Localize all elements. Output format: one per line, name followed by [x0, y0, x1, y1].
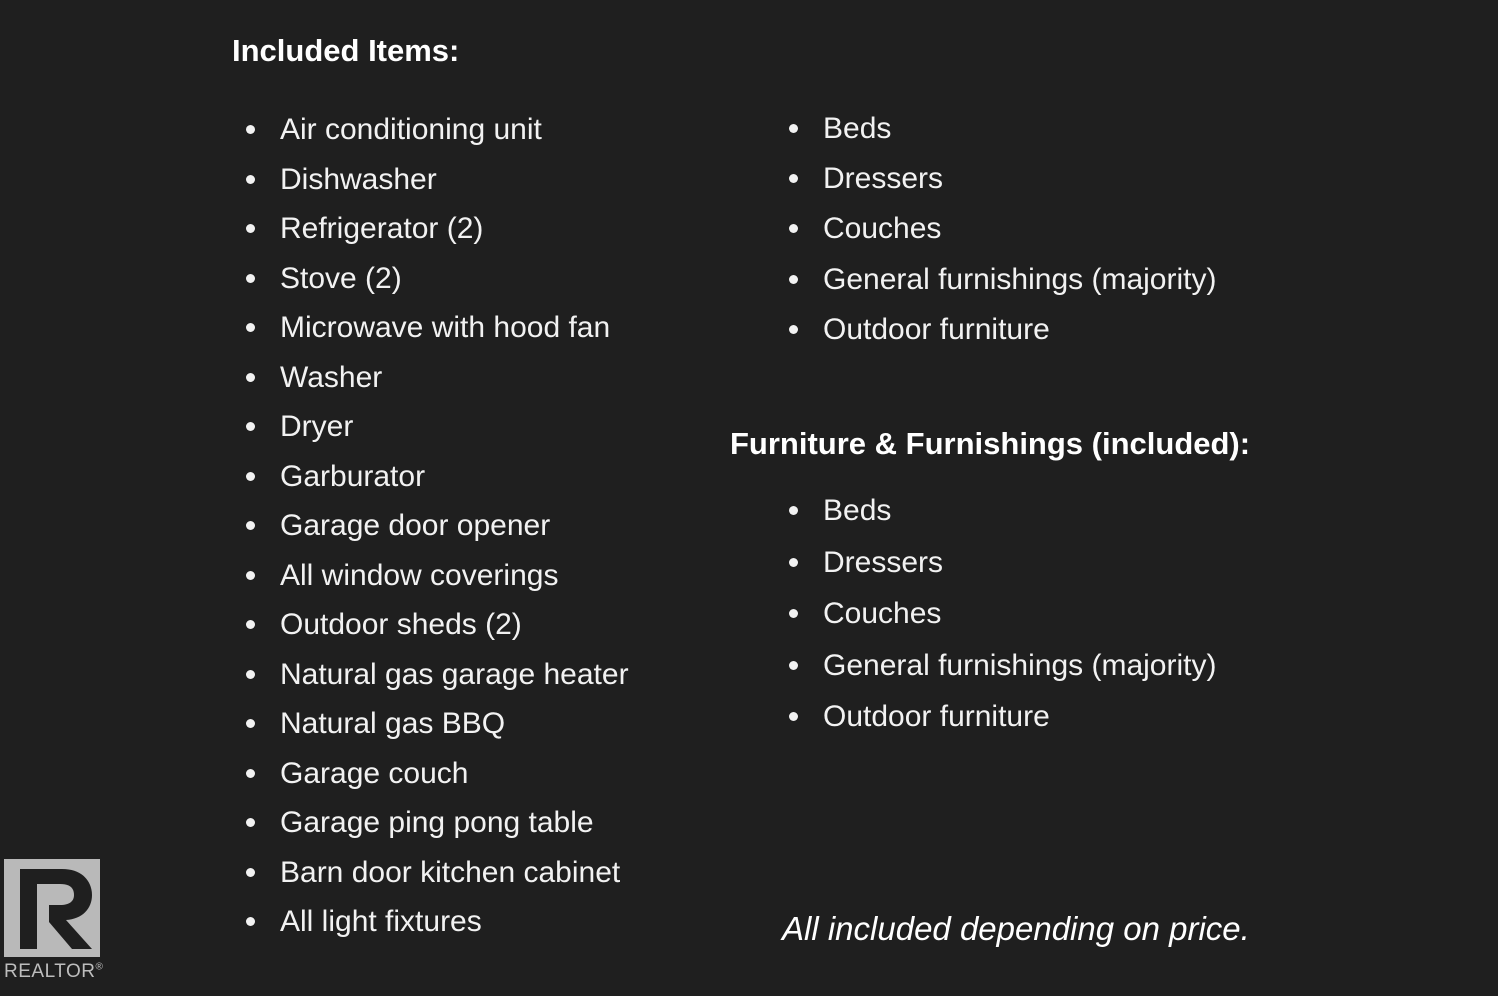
included-item-label: Dryer: [280, 410, 354, 443]
included-item: [232, 211, 629, 247]
bullet-icon: [246, 323, 255, 332]
realtor-wordmark: REALTOR®: [4, 961, 104, 982]
included-item: [232, 805, 629, 841]
bullet-icon: [246, 620, 255, 629]
furnishings-item: [775, 596, 1216, 632]
included-item: [232, 607, 629, 643]
included-item-label: Stove (2): [280, 261, 402, 295]
furnishings-item: [775, 493, 1216, 529]
bullet-icon: [246, 917, 255, 926]
included-item-label: Barn door kitchen cabinet: [280, 855, 621, 889]
furniture-summary-item: [775, 111, 1216, 147]
included-item: [232, 508, 629, 544]
furniture-summary-item-label: Beds: [823, 112, 892, 145]
furnishings-item-label: Outdoor furniture: [823, 700, 1050, 733]
included-item-label: Air conditioning unit: [280, 113, 542, 146]
included-item-label: Natural gas BBQ: [280, 707, 506, 740]
included-item-label: Refrigerator (2): [280, 212, 484, 245]
furniture-summary-item: [775, 312, 1216, 348]
included-item-label: Dishwasher: [280, 162, 437, 196]
furniture-summary-item-label: Outdoor furniture: [823, 312, 1050, 346]
included-item: [232, 459, 629, 495]
bullet-icon: [246, 571, 255, 580]
bullet-icon: [246, 521, 255, 530]
included-item: [232, 162, 629, 198]
realtor-r-icon: [4, 859, 100, 957]
included-item-label: All window coverings: [280, 558, 559, 592]
bullet-icon: [789, 661, 798, 670]
bullet-icon: [789, 275, 798, 284]
included-items-list: [232, 112, 629, 954]
furnishings-heading: Furniture & Furnishings (included):: [730, 426, 1251, 461]
included-item-label: Garburator: [280, 459, 426, 493]
furniture-summary-item: [775, 161, 1216, 197]
included-item-label: Microwave with hood fan: [280, 311, 611, 344]
bullet-icon: [246, 224, 255, 233]
included-item-label: Outdoor sheds (2): [280, 608, 522, 641]
furnishings-item-label: Beds: [823, 494, 892, 527]
furnishings-item: [775, 699, 1216, 735]
bullet-icon: [789, 506, 798, 515]
bullet-icon: [246, 175, 255, 184]
furnishings-item: [775, 545, 1216, 581]
included-item: [232, 904, 629, 940]
bullet-icon: [246, 422, 255, 431]
included-items-heading: Included Items:: [232, 33, 460, 68]
furniture-summary-item: [775, 262, 1216, 298]
included-item: [232, 112, 629, 148]
included-item: [232, 310, 629, 346]
included-item: [232, 706, 629, 742]
bullet-icon: [789, 325, 798, 334]
included-item: [232, 855, 629, 891]
included-item-label: All light fixtures: [280, 905, 482, 938]
furniture-summary-item: [775, 211, 1216, 247]
included-item: [232, 756, 629, 792]
furnishings-list: [775, 493, 1216, 751]
included-item: [232, 360, 629, 396]
bullet-icon: [246, 818, 255, 827]
included-item-label: Natural gas garage heater: [280, 657, 629, 691]
bullet-icon: [789, 712, 798, 721]
bullet-icon: [246, 472, 255, 481]
furniture-summary-list: [775, 111, 1216, 362]
bullet-icon: [789, 174, 798, 183]
bullet-icon: [246, 769, 255, 778]
bullet-icon: [246, 373, 255, 382]
bullet-icon: [789, 558, 798, 567]
realtor-logo: [4, 859, 112, 989]
furnishings-item: [775, 648, 1216, 684]
bullet-icon: [789, 224, 798, 233]
bullet-icon: [246, 274, 255, 283]
bullet-icon: [246, 868, 255, 877]
furnishings-item-label: General furnishings (majority): [823, 648, 1217, 682]
included-item-label: Garage door opener: [280, 509, 551, 542]
bullet-icon: [246, 670, 255, 679]
bullet-icon: [789, 124, 798, 133]
furniture-summary-item-label: General furnishings (majority): [823, 262, 1217, 296]
included-item: [232, 409, 629, 445]
bullet-icon: [246, 719, 255, 728]
price-footnote: All included depending on price.: [782, 910, 1250, 947]
furnishings-item-label: Couches: [823, 597, 942, 630]
included-item-label: Washer: [280, 360, 383, 394]
included-item: [232, 657, 629, 693]
included-item-label: Garage ping pong table: [280, 806, 594, 839]
included-item: [232, 261, 629, 297]
bullet-icon: [789, 609, 798, 618]
furniture-summary-item-label: Couches: [823, 212, 942, 246]
furniture-summary-item-label: Dressers: [823, 162, 944, 196]
included-item-label: Garage couch: [280, 756, 469, 790]
furnishings-item-label: Dressers: [823, 545, 944, 579]
bullet-icon: [246, 125, 255, 134]
included-item: [232, 558, 629, 594]
